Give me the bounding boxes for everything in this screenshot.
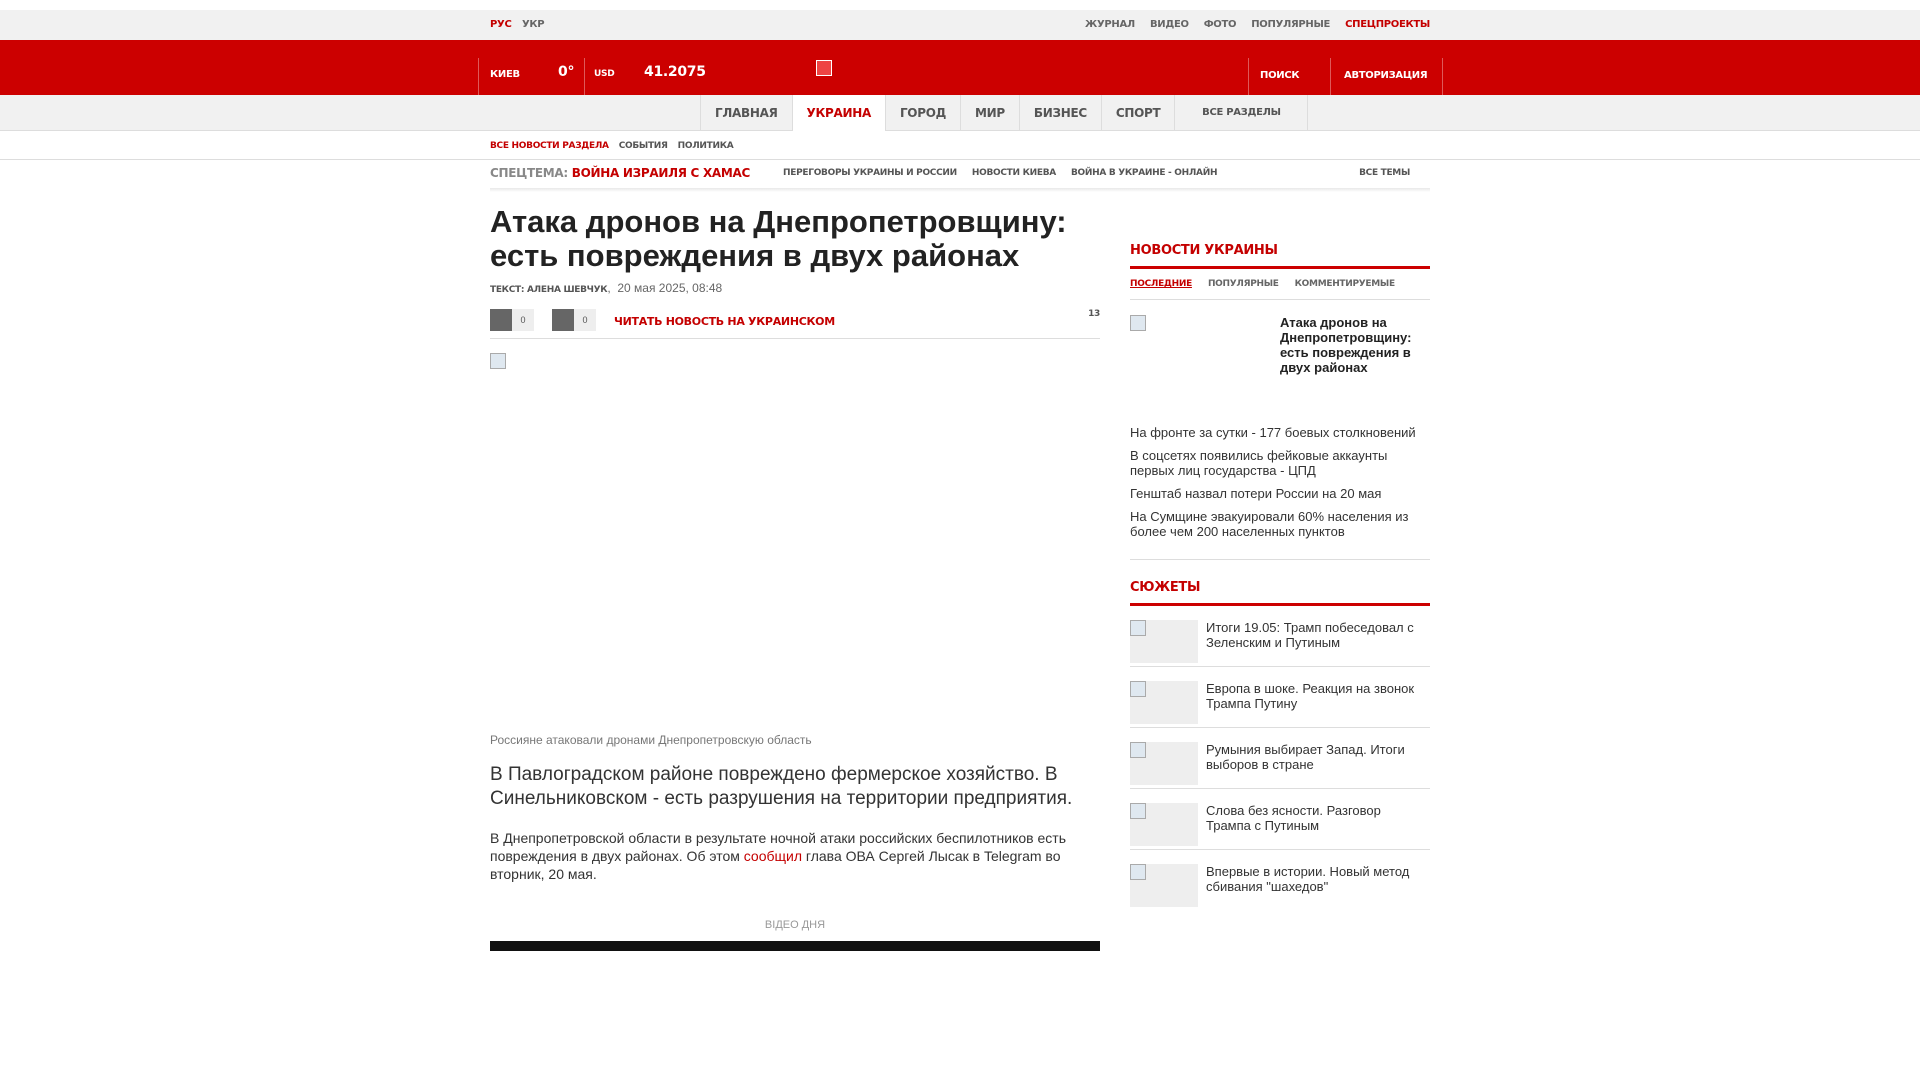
special-themes-bar	[490, 160, 1430, 192]
video-of-day-label: ВІДЕО ДНЯ	[764, 919, 826, 931]
story-item[interactable]	[1130, 850, 1430, 911]
sidebar-divider	[1130, 559, 1430, 560]
broken-image-icon	[1130, 864, 1146, 880]
header-divider	[478, 58, 479, 95]
broken-image-icon	[1130, 803, 1146, 819]
theme-link-negotiations[interactable]: ПЕРЕГОВОРЫ УКРАИНЫ И РОССИИ	[783, 168, 957, 178]
sidebar-tab-latest[interactable]: ПОСЛЕДНИЕ	[1130, 279, 1192, 289]
currency-rate: 41.2075	[644, 64, 706, 80]
special-theme-label	[490, 166, 750, 180]
theme-link-war-online[interactable]: ВОЙНА В УКРАИНЕ - ОНЛАЙН	[1070, 168, 1218, 178]
article-date: 20 мая 2025, 08:48	[617, 281, 723, 295]
share-count: 0	[512, 309, 534, 331]
article-body	[490, 829, 1100, 883]
stories-title: СЮЖЕТЫ	[1130, 580, 1430, 606]
story-item[interactable]	[1130, 789, 1430, 850]
story-title[interactable]: Слова без ясности. Разговор Трампа с Путиным	[1206, 803, 1381, 833]
news-item[interactable]: В соцсетях появились фейковые аккаунты первых лиц государства - ЦПД	[1130, 448, 1388, 478]
broken-image-icon	[1130, 315, 1146, 331]
tab-world[interactable]: МИР	[960, 95, 1019, 131]
story-thumbnail	[1130, 620, 1198, 663]
story-title[interactable]: Итоги 19.05: Трамп побеседовал с Зеленским и Путиным	[1206, 620, 1414, 650]
article-author[interactable]: ТЕКСТ: АЛЕНА ШЕВЧУК	[490, 285, 608, 295]
top-nav-video[interactable]: ВИДЕО	[1149, 19, 1189, 30]
article-photo	[490, 353, 1100, 733]
body-text: глава ОВА Сергей Лысак в Telegram во вторник, 20 мая.	[490, 848, 1061, 882]
weather-temp: 0°	[558, 64, 575, 80]
video-player[interactable]	[490, 941, 1100, 951]
special-theme-label-text: СПЕЦТЕМА:	[490, 166, 568, 180]
body-text: В Днепропетровской области в результате ночной атаки российских беспилотников есть повреждения в двух районах. Об этом	[490, 830, 1066, 864]
article	[490, 205, 1100, 951]
header-divider	[1248, 58, 1249, 95]
article-headline: Атака дронов на Днепропетровщину: есть повреждения в двух районах	[490, 204, 1067, 273]
top-nav-photo[interactable]: ФОТО	[1203, 19, 1237, 30]
theme-link-kyiv-news[interactable]: НОВОСТИ КИЕВА	[971, 168, 1056, 178]
story-item[interactable]	[1130, 667, 1430, 728]
top-nav-popular[interactable]: ПОПУЛЯРНЫЕ	[1251, 19, 1331, 30]
search-link[interactable]: ПОИСК	[1260, 70, 1300, 81]
broken-image-icon	[1130, 742, 1146, 758]
news-list	[1130, 425, 1430, 539]
subnav-all-news[interactable]: ВСЕ НОВОСТИ РАЗДЕЛА	[490, 140, 609, 151]
auth-link[interactable]: АВТОРИЗАЦИЯ	[1344, 70, 1428, 81]
news-item[interactable]: На Сумщине эвакуировали 60% населения из более чем 200 населенных пунктов	[1130, 509, 1409, 539]
themes-divider	[490, 188, 1430, 192]
weather-city: КИЕВ	[490, 69, 520, 80]
top-nav	[1085, 19, 1430, 30]
story-thumbnail	[1130, 803, 1198, 846]
tab-all-sections[interactable]: ВСЕ РАЗДЕЛЫ	[1174, 95, 1308, 131]
share-count: 0	[574, 309, 596, 331]
site-logo[interactable]	[816, 60, 832, 76]
section-subnav	[0, 131, 1920, 160]
stories-list	[1130, 606, 1430, 911]
header-divider	[1442, 58, 1443, 95]
currency-code: USD	[594, 69, 615, 79]
story-title[interactable]: Европа в шоке. Реакция на звонок Трампа Путину	[1206, 681, 1415, 711]
featured-news[interactable]	[1130, 315, 1430, 425]
share-icon	[552, 309, 574, 331]
story-item[interactable]	[1130, 728, 1430, 789]
broken-image-icon	[1130, 681, 1146, 697]
story-item[interactable]	[1130, 606, 1430, 667]
subnav-politics[interactable]: ПОЛИТИКА	[677, 140, 734, 151]
story-title[interactable]: Румыния выбирает Запад. Итоги выборов в стране	[1206, 742, 1405, 772]
header-divider	[584, 58, 585, 95]
subnav-events[interactable]: СОБЫТИЯ	[618, 140, 668, 151]
article-byline: ТЕКСТ: АЛЕНА ШЕВЧУК, 20 мая 2025, 08:48	[490, 281, 723, 295]
share-button-2[interactable]	[552, 309, 596, 331]
sidebar	[1130, 243, 1430, 911]
sidebar-tab-commented[interactable]: КОММЕНТИРУЕМЫЕ	[1294, 279, 1395, 289]
article-actions	[490, 309, 1100, 339]
header-divider	[1330, 58, 1331, 95]
article-lead: В Павлоградском районе повреждено фермерское хозяйство. В Синельниковском - есть разрушения на территории предприятия.	[490, 764, 1073, 809]
tab-city[interactable]: ГОРОД	[885, 95, 960, 131]
main-header	[0, 40, 1920, 95]
sidebar-tabs	[1130, 269, 1430, 300]
story-title[interactable]: Впервые в истории. Новый метод сбивания "шахедов"	[1206, 864, 1410, 894]
featured-news-title[interactable]: Атака дронов на Днепропетровщину: есть повреждения в двух районах	[1280, 315, 1412, 375]
sidebar-tab-popular[interactable]: ПОПУЛЯРНЫЕ	[1207, 279, 1279, 289]
news-item[interactable]: На фронте за сутки - 177 боевых столкновений	[1130, 425, 1416, 440]
tab-ukraine[interactable]: УКРАИНА	[792, 95, 885, 131]
news-item[interactable]: Генштаб назвал потери России на 20 мая	[1130, 486, 1382, 501]
lang-ru-link[interactable]: РУС	[490, 19, 512, 30]
broken-image-icon	[1130, 620, 1146, 636]
all-themes-link[interactable]: ВСЕ ТЕМЫ	[1359, 168, 1410, 178]
broken-image-icon	[490, 353, 506, 369]
tab-business[interactable]: БИЗНЕС	[1019, 95, 1101, 131]
story-thumbnail	[1130, 864, 1198, 907]
tab-sport[interactable]: СПОРТ	[1101, 95, 1175, 131]
top-nav-special-projects[interactable]: СПЕЦПРОЕКТЫ	[1345, 19, 1430, 30]
top-bar	[0, 10, 1920, 40]
source-link[interactable]: сообщил	[743, 848, 803, 864]
story-thumbnail	[1130, 681, 1198, 724]
share-button-1[interactable]	[490, 309, 534, 331]
read-in-ukrainian-link[interactable]: ЧИТАТЬ НОВОСТЬ НА УКРАИНСКОМ	[614, 315, 835, 328]
share-icon	[490, 309, 512, 331]
photo-caption: Россияне атаковали дронами Днепропетровскую область	[490, 733, 812, 747]
top-nav-journal[interactable]: ЖУРНАЛ	[1085, 19, 1135, 30]
lang-ua-link[interactable]: УКР	[522, 19, 545, 30]
views-count: 13	[1088, 309, 1100, 319]
tab-main[interactable]: ГЛАВНАЯ	[700, 95, 792, 131]
story-thumbnail	[1130, 742, 1198, 785]
ukraine-news-title: НОВОСТИ УКРАИНЫ	[1130, 243, 1430, 269]
special-theme-main-link[interactable]: ВОЙНА ИЗРАИЛЯ С ХАМАС	[571, 166, 751, 180]
section-nav	[0, 95, 1920, 131]
